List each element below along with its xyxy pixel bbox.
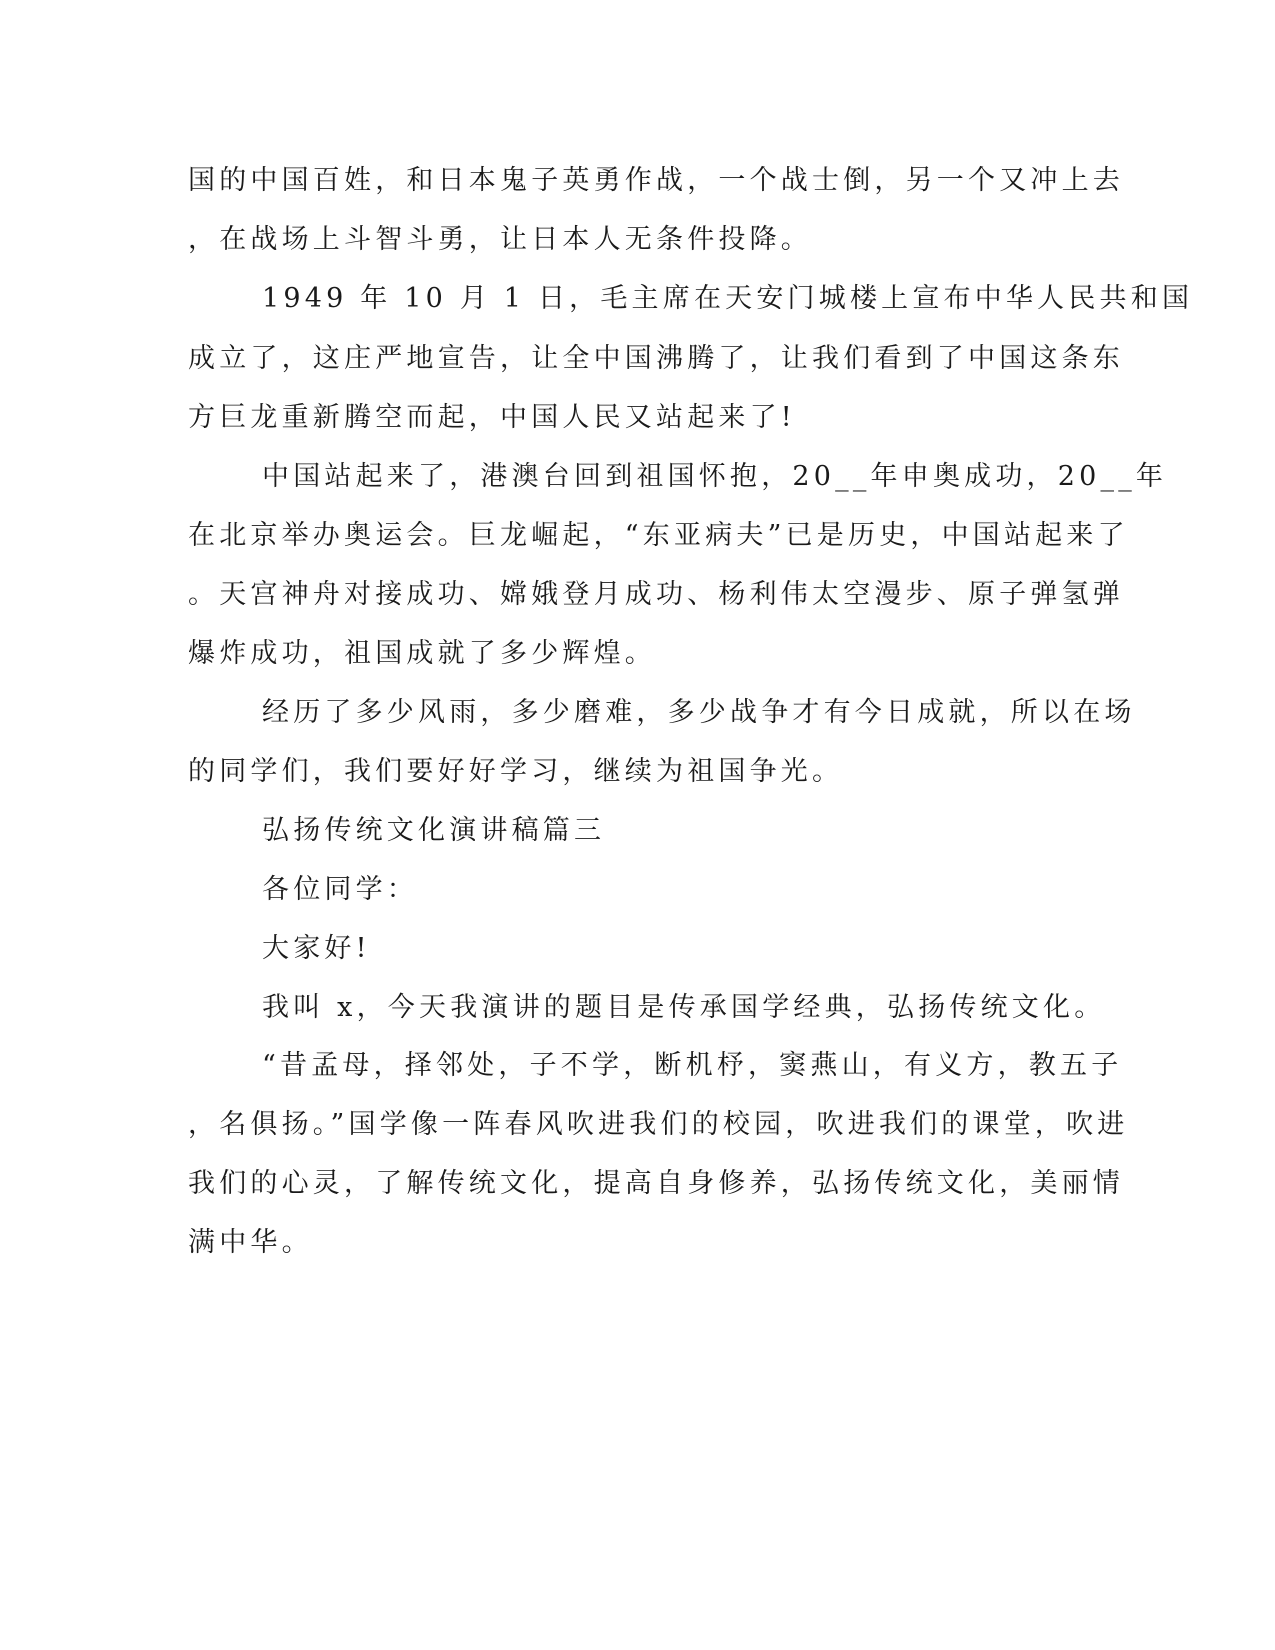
- text-line: ，名俱扬。”国学像一阵春风吹进我们的校园，吹进我们的课堂，吹进: [188, 1109, 1129, 1140]
- salutation: 各位同学：: [262, 874, 418, 905]
- text-line: 。天宫神舟对接成功、嫦娥登月成功、杨利伟太空漫步、原子弹氢弹: [188, 579, 1124, 610]
- paragraph-start-line: 中国站起来了，港澳台回到祖国怀抱，20__年申奥成功，20__年: [262, 461, 1168, 492]
- text-line: 我们的心灵，了解传统文化，提高自身修养，弘扬传统文化，美丽情: [188, 1168, 1124, 1199]
- text-line: 成立了，这庄严地宣告，让全中国沸腾了，让我们看到了中国这条东: [188, 343, 1124, 374]
- paragraph-start-line: “昔孟母，择邻处，子不学，断机杼，窦燕山，有义方，教五子: [262, 1050, 1123, 1081]
- section-heading: 弘扬传统文化演讲稿篇三: [262, 815, 606, 846]
- text-line: 爆炸成功，祖国成就了多少辉煌。: [188, 638, 656, 669]
- text-line: 的同学们，我们要好好学习，继续为祖国争光。: [188, 756, 844, 787]
- text-line: 国的中国百姓，和日本鬼子英勇作战，一个战士倒，另一个又冲上去: [188, 165, 1124, 196]
- text-line: 在北京举办奥运会。巨龙崛起，“东亚病夫”已是历史，中国站起来了: [188, 520, 1129, 551]
- greeting: 大家好!: [262, 933, 371, 964]
- text-line: 方巨龙重新腾空而起，中国人民又站起来了!: [188, 402, 796, 433]
- paragraph-start-line: 1949 年 10 月 1 日，毛主席在天安门城楼上宣布中华人民共和国: [262, 283, 1194, 314]
- paragraph-start-line: 我叫 x，今天我演讲的题目是传承国学经典，弘扬传统文化。: [262, 992, 1106, 1023]
- text-line: ，在战场上斗智斗勇，让日本人无条件投降。: [188, 224, 812, 255]
- paragraph-start-line: 经历了多少风雨，多少磨难，多少战争才有今日成就，所以在场: [262, 697, 1136, 728]
- text-line: 满中华。: [188, 1227, 313, 1258]
